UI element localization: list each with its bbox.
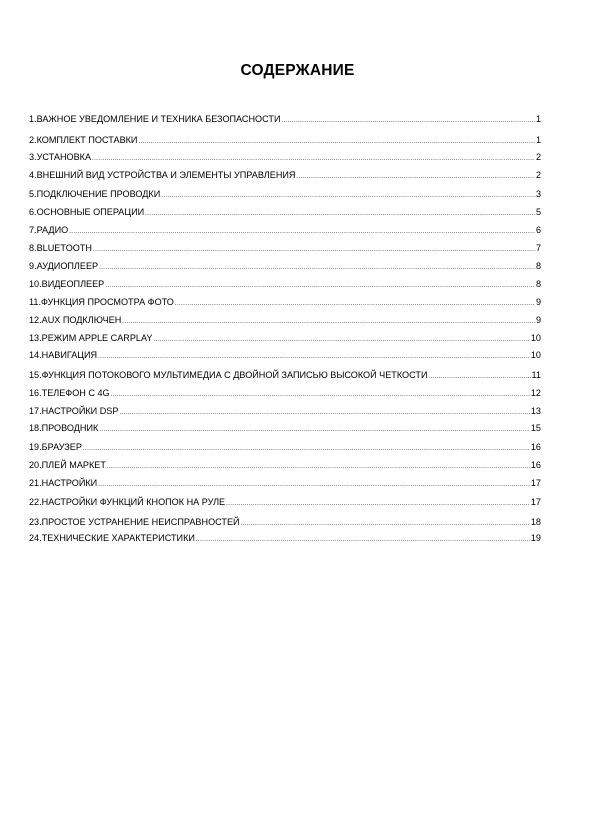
toc-entry-page: 6 [535,225,541,235]
toc-entry-label: 1.ВАЖНОЕ УВЕДОМЛЕНИЕ И ТЕХНИКА БЕЗОПАСНОСТИ [29,114,281,124]
toc-entry-label: 4.ВНЕШНИЙ ВИД УСТРОЙСТВА И ЭЛЕМЕНТЫ УПРАВЛЕНИЯ [29,170,296,180]
toc-entry [29,112,541,126]
toc-dot-leader [161,189,535,203]
toc-entry [29,476,541,490]
toc-entry-page: 10 [530,350,541,360]
toc-dot-leader [226,497,530,511]
toc-dot-leader [297,170,535,184]
toc-entry-label: 18.ПРОВОДНИК [29,423,99,433]
toc-entry [29,421,541,435]
toc-entry-label: 17.НАСТРОЙКИ DSP [29,406,119,416]
toc-entry-page: 2 [535,152,541,162]
toc-entry-label: 19.БРАУЗЕР [29,442,82,452]
toc-entry-page: 13 [530,406,541,416]
toc-entry-page: 10 [530,333,541,343]
toc-entry-label: 3.УСТАНОВКА [29,152,92,162]
toc-entry-page: 12 [530,388,541,398]
toc-entry-page: 16 [530,442,541,452]
toc-entry-label: 24.ТЕХНИЧЕСКИЕ ХАРАКТЕРИСТИКИ [29,533,195,543]
toc-dot-leader [83,442,530,456]
toc-entry-label: 21.НАСТРОЙКИ [29,478,98,488]
toc-entry-label: 7.РАДИО [29,225,69,235]
toc-entry [29,168,541,182]
toc-entry-label: 10.ВИДЕОПЛЕЕР [29,279,105,289]
toc-entry-page: 5 [535,207,541,217]
toc-entry-page: 11 [531,370,541,380]
toc-entry [29,277,541,291]
toc-dot-leader [282,114,535,128]
toc-dot-leader [428,370,530,384]
toc-entry-label: 22.НАСТРОЙКИ ФУНКЦИЙ КНОПОК НА РУЛЕ [29,497,226,507]
toc-entry-page: 15 [530,423,541,433]
toc-entry-label: 13.РЕЖИМ APPLE CARPLAY [29,333,153,343]
toc-entry-page: 2 [535,170,541,180]
toc-entry [29,241,541,255]
toc-entry [29,223,541,237]
toc-dot-leader [93,243,535,257]
toc-entry-page: 8 [535,279,541,289]
toc-dot-leader [98,350,530,364]
toc-entry [29,187,541,201]
toc-entry [29,133,541,147]
toc-dot-leader [241,517,530,531]
toc-entry-page: 1 [535,135,541,145]
toc-entry-label: 14.НАВИГАЦИЯ [29,350,98,360]
toc-entry [29,515,541,529]
toc-entry-page: 9 [535,315,541,325]
toc-entry-page: 1 [535,114,541,124]
toc-dot-leader [99,261,535,275]
toc-entry [29,458,541,472]
toc-entry-label: 11.ФУНКЦИЯ ПРОСМОТРА ФОТО [29,297,174,307]
toc-dot-leader [138,135,534,149]
toc-entry-page: 7 [535,243,541,253]
toc-dot-leader [98,478,530,492]
toc-entry [29,259,541,273]
toc-dot-leader [99,423,530,437]
toc-entry-label: 2.КОМПЛЕКТ ПОСТАВКИ [29,135,138,145]
toc-dot-leader [175,297,535,311]
toc-entry [29,331,541,345]
toc-entry [29,404,541,418]
toc-dot-leader [69,225,535,239]
toc-entry-page: 16 [530,460,541,470]
toc-entry-label: 23.ПРОСТОЕ УСТРАНЕНИЕ НЕИСПРАВНОСТЕЙ [29,517,240,527]
toc-entry-page: 3 [535,189,541,199]
toc-entry-page: 8 [535,261,541,271]
toc-entry-label: 16.ТЕЛЕФОН С 4G [29,388,110,398]
toc-dot-leader [119,406,529,420]
toc-entry [29,386,541,400]
toc-entry [29,368,541,382]
toc-entry [29,348,541,362]
toc-entry [29,531,541,545]
toc-dot-leader [107,460,530,474]
toc-dot-leader [105,279,535,293]
toc-entry-page: 9 [535,297,541,307]
toc-entry-label: 5.ПОДКЛЮЧЕНИЕ ПРОВОДКИ [29,189,161,199]
toc-dot-leader [111,388,530,402]
toc-dot-leader [153,333,529,347]
toc-entry-page: 17 [530,478,541,488]
toc-entry-label: 12.AUX ПОДКЛЮЧЕН [29,315,122,325]
toc-entry [29,295,541,309]
toc-entry-label: 8.BLUETOOTH [29,243,92,253]
toc-dot-leader [92,152,535,166]
toc-dot-leader [145,207,535,221]
toc-entry-label: 6.ОСНОВНЫЕ ОПЕРАЦИИ [29,207,145,217]
toc-entry-page: 17 [530,497,541,507]
toc-entry-page: 18 [530,517,541,527]
toc-dot-leader [196,533,530,547]
page-title: СОДЕРЖАНИЕ [240,62,355,79]
toc-entry [29,440,541,454]
toc-entry [29,150,541,164]
toc-entry-label: 20.ПЛЕЙ МАРКЕТ [29,460,106,470]
toc-entry [29,205,541,219]
toc-entry-label: 9.АУДИОПЛЕЕР [29,261,99,271]
toc-entry-label: 15.ФУНКЦИЯ ПОТОКОВОГО МУЛЬТИМЕДИА С ДВОЙНОЙ ЗАПИСЬЮ ВЫСОКОЙ ЧЕТКОСТИ [29,370,428,380]
toc-entry [29,313,541,327]
toc-dot-leader [122,315,535,329]
toc-entry [29,495,541,509]
toc-entry-page: 19 [530,533,541,543]
